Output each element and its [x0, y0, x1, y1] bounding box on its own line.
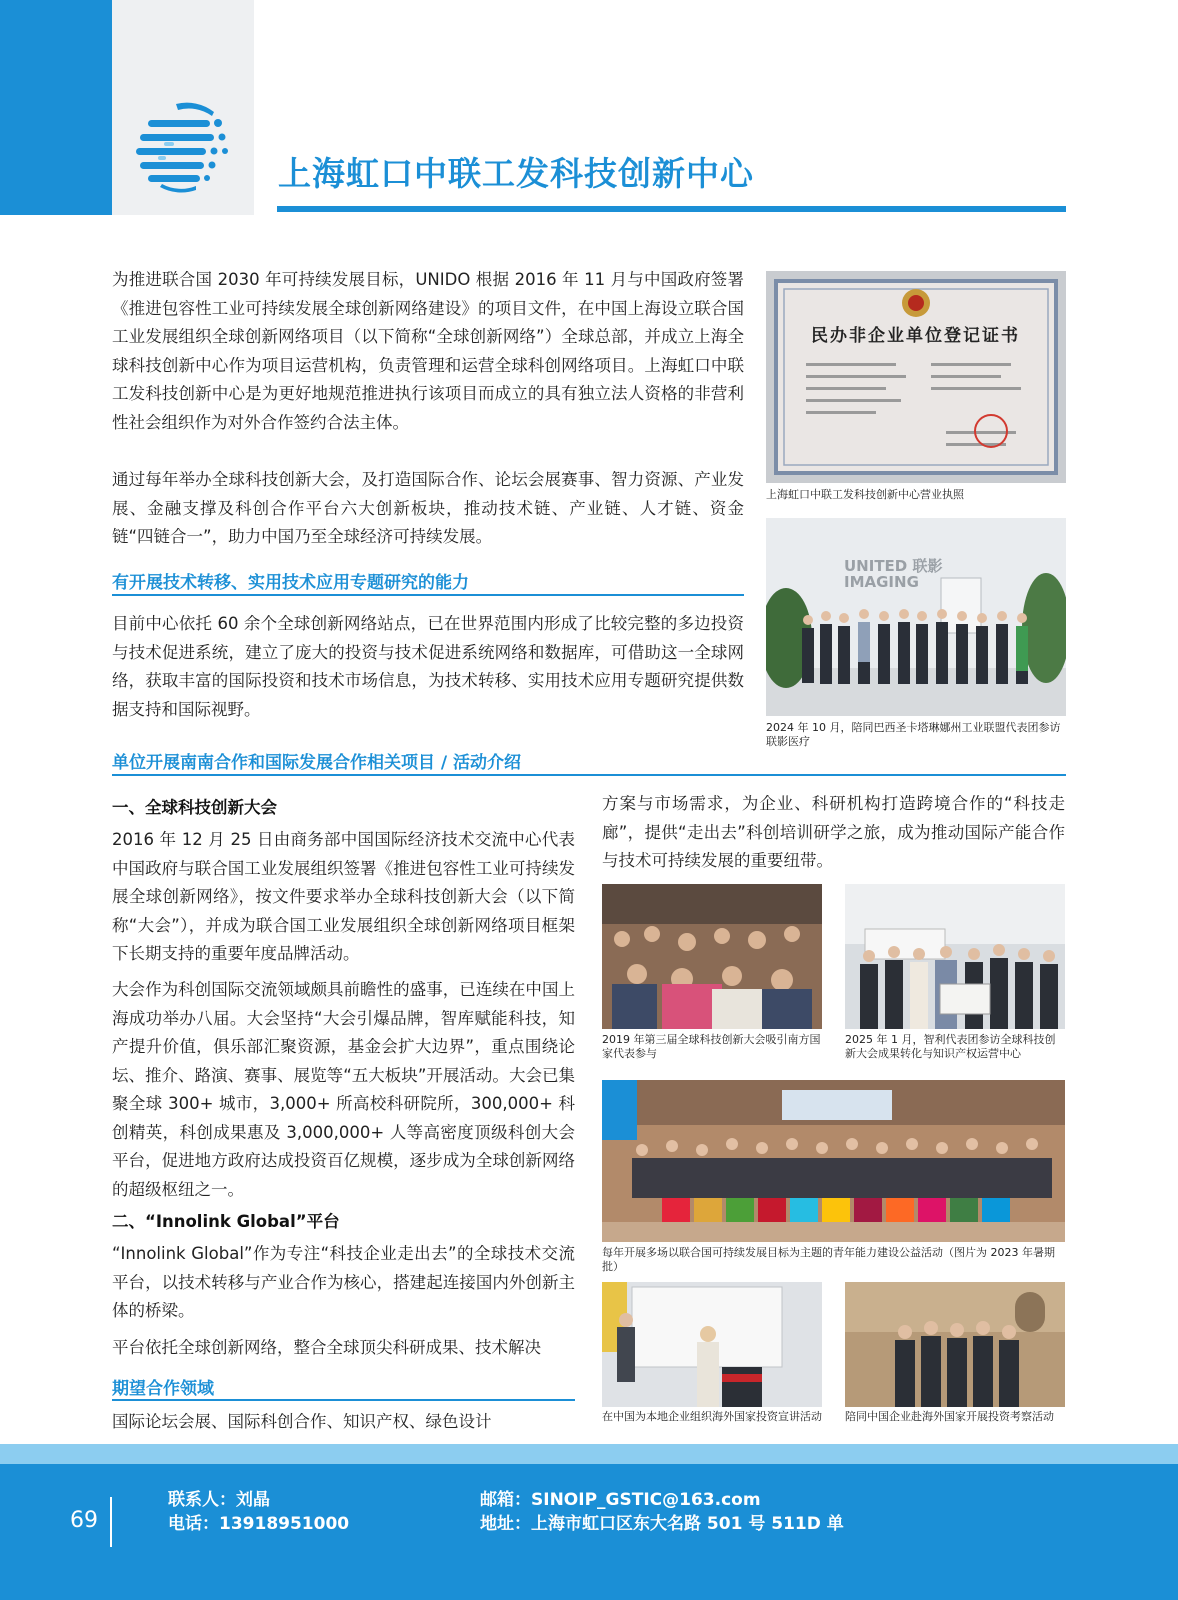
conference-caption: 2019 年第三届全球科技创新大会吸引南方国家代表参与 — [602, 1033, 821, 1060]
united-imaging-sign: UNITED 联影 IMAGING — [844, 557, 943, 591]
page-title: 上海虹口中联工发科技创新中心 — [278, 154, 754, 193]
innolink-paragraph-2-continued: 方案与市场需求，为企业、科研机构打造跨境合作的“科技走廊”，提供“走出去”科创培训研学之旅，成为推动国际产能合作与技术可持续发展的重要纽带。 — [602, 794, 1065, 870]
section-rule — [112, 1399, 575, 1401]
chile-delegation-photo — [845, 884, 1065, 1029]
conference-paragraph-1: 2016 年 12 月 25 日由商务部中国国际经济技术交流中心代表中国政府与联合国工业发展组织签署《推进包容性工业可持续发展全球创新网络》，按文件要求举办全球科技创新大会（以下简称“大会”），并成为联合国工业发展组织全球创新网络项目框架下长期支持的重要年度品牌活动。 — [112, 830, 575, 963]
abroad-caption: 陪同中国企业赴海外国家开展投资考察活动 — [845, 1410, 1054, 1423]
lecture-caption: 在中国为本地企业组织海外国家投资宣讲活动 — [602, 1410, 822, 1423]
investment-lecture-photo — [602, 1282, 822, 1407]
globe-logo-icon — [134, 98, 234, 198]
conference-paragraph-2: 大会作为科创国际交流领域颇具前瞻性的盛事，已连续在中国上海成功举办八届。大会坚持“大会引爆品牌，智库赋能科技，知产提升价值，俱乐部汇聚资源，基金会扩大边界”，重点围绕论坛、推介、路演、赛事、展览等“五大板块”开展活动。大会已集聚全球 300+ 城市，3,000+ 所高校科研院所，300,000+ 科创精英，科创成果惠及 3,000,000+ 人等高密度顶级科创大会平台，促进地方政府达成投资百亿规模，逐步成为全球创新网络的超级枢纽之一。 — [112, 980, 575, 1199]
footer-strip — [0, 1444, 1178, 1464]
innolink-paragraph-1: “Innolink Global”作为专注“科技企业走出去”的全球技术交流平台，以技术转移与产业合作为核心，搭建起连接国内外创新主体的桥梁。 — [112, 1244, 575, 1320]
chile-caption: 2025 年 1 月，智利代表团参访全球科技创新大会成果转化与知识产权运营中心 — [845, 1033, 1056, 1060]
contact-address: 地址：上海市虹口区东大名路 501 号 511D 单 — [480, 1514, 844, 1534]
youth-caption: 每年开展多场以联合国可持续发展目标为主题的青年能力建设公益活动（图片为 2023 年暑期批） — [602, 1246, 1055, 1273]
section-rule — [112, 774, 1066, 776]
subheading-innolink: 二、“Innolink Global”平台 — [112, 1212, 340, 1231]
section-rule — [112, 594, 744, 596]
contact-email: 邮箱：SINOIP_GSTIC@163.com — [480, 1490, 761, 1510]
license-certificate-photo — [766, 271, 1066, 483]
license-caption: 上海虹口中联工发科技创新中心营业执照 — [766, 488, 964, 501]
page-number-divider — [110, 1497, 112, 1547]
contact-person: 联系人：刘晶 — [168, 1490, 270, 1510]
header-color-bar — [0, 0, 112, 215]
license-title-text: 民办非企业单位登记证书 — [811, 326, 1020, 346]
subheading-conference: 一、全球科技创新大会 — [112, 798, 277, 817]
contact-phone: 电话：13918951000 — [168, 1514, 350, 1534]
section-heading-research: 有开展技术转移、实用技术应用专题研究的能力 — [112, 573, 469, 593]
fields-paragraph: 国际论坛会展、国际科创合作、知识产权、绿色设计 — [112, 1412, 492, 1431]
title-underline — [277, 206, 1066, 212]
youth-sdg-event-photo — [602, 1080, 1065, 1242]
section-heading-fields: 期望合作领域 — [112, 1379, 214, 1399]
united-imaging-visit-photo — [766, 518, 1066, 716]
page-number: 69 — [70, 1508, 98, 1533]
visit-caption: 2024 年 10 月，陪同巴西圣卡塔琳娜州工业联盟代表团参访联影医疗 — [766, 721, 1061, 748]
research-paragraph: 目前中心依托 60 余个全球创新网络站点，已在世界范围内形成了比较完整的多边投资与技术促进系统，建立了庞大的投资与技术促进系统网络和数据库，可借助这一全球网络，获取丰富的国际投资和技术市场信息，为技术转移、实用技术应用专题研究提供数据支持和国际视野。 — [112, 614, 744, 719]
innolink-paragraph-2: 平台依托全球创新网络，整合全球顶尖科研成果、技术解决 — [112, 1338, 541, 1357]
conference-audience-photo — [602, 884, 822, 1029]
intro-paragraph-2: 通过每年举办全球科技创新大会，及打造国际合作、论坛会展赛事、智力资源、产业发展、金融支撑及科创合作平台六大创新板块，推动技术链、产业链、人才链、资金链“四链合一”，助力中国乃至全球经济可持续发展。 — [112, 470, 744, 546]
section-heading-cooperation: 单位开展南南合作和国际发展合作相关项目 / 活动介绍 — [112, 753, 522, 773]
overseas-inspection-photo — [845, 1282, 1065, 1407]
intro-paragraph-1: 为推进联合国 2030 年可持续发展目标，UNIDO 根据 2016 年 11 月与中国政府签署《推进包容性工业可持续发展全球创新网络建设》的项目文件，在中国上海设立联合国工业发展组织全球创新网络项目（以下简称“全球创新网络”）全球总部，并成立上海全球科技创新中心作为项目运营机构，负责管理和运营全球科创网络项目。上海虹口中联工发科技创新中心是为更好地规范推进执行该项目而成立的具有独立法人资格的非营利性社会组织作为对外合作签约合法主体。 — [112, 270, 744, 432]
